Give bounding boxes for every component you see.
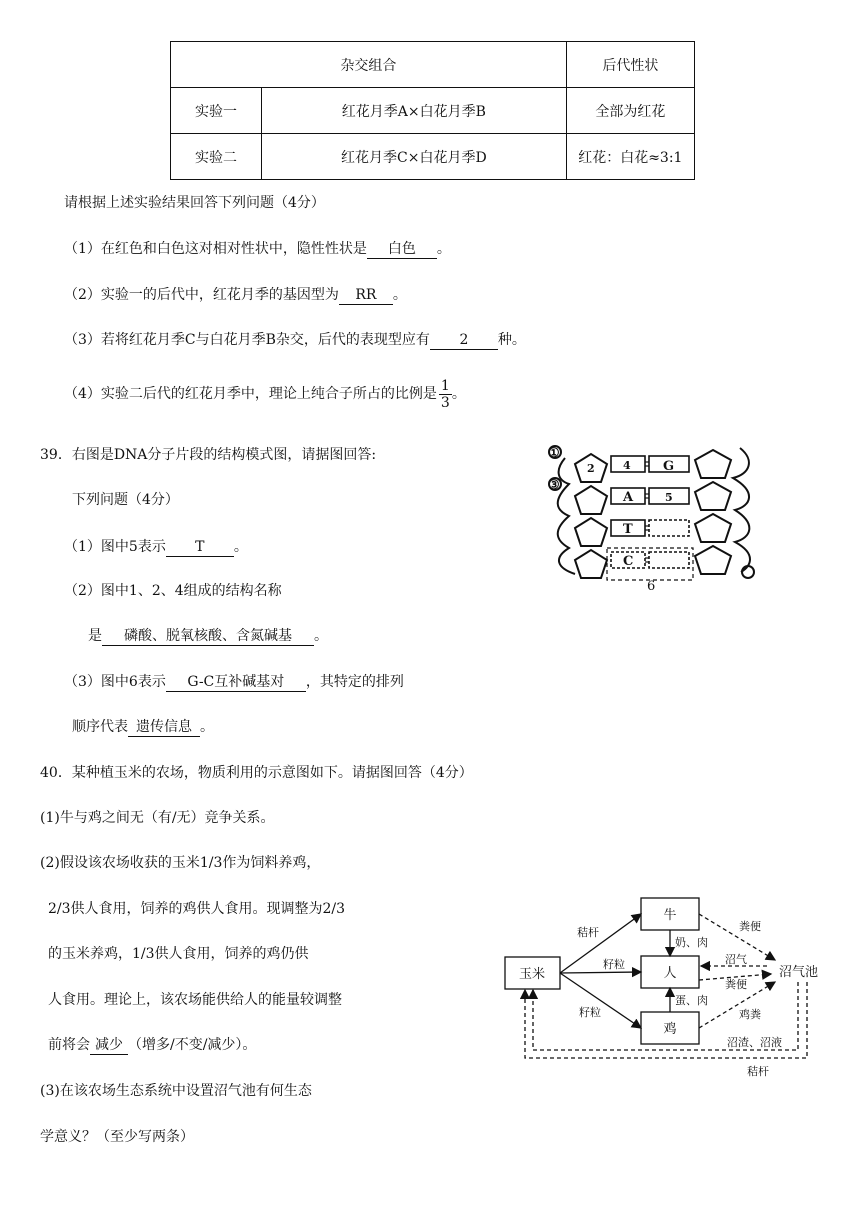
methane-label: 沼气 — [725, 953, 747, 966]
q40-p2-end: （增多/不变/减少）。 — [128, 1037, 257, 1053]
q38-p4-text: （4）实验二后代的红花月季中，理论上纯合子所占的比例是 — [64, 386, 437, 402]
q40-part3-l1: (3)在该农场生态系统中设置沼气池有何生态 — [40, 1083, 312, 1099]
q38-p1-answer: 白色 — [367, 240, 437, 259]
q40-part2-l5 — [48, 1035, 256, 1055]
q39-subtitle: 下列问题（4分） — [72, 492, 179, 508]
q38-part3 — [64, 330, 526, 350]
farm-diagram — [495, 890, 840, 1090]
dung-mid-label: 粪便 — [725, 978, 747, 991]
q38-p2-end: 。 — [392, 287, 407, 303]
row-result: 红花：白花≈3:1 — [566, 134, 694, 180]
chicken-dung-label: 鸡粪 — [739, 1008, 761, 1021]
q38-p4-fraction — [439, 378, 452, 411]
base-t: T — [623, 522, 633, 537]
q39-part3 — [64, 672, 404, 692]
q38-p3-text: （3）若将红花月季C与白花月季B杂交，后代的表现型应有 — [64, 332, 430, 348]
q39-p1-answer: T — [166, 538, 234, 557]
label-1: ① — [548, 446, 560, 461]
row-label: 实验一 — [171, 88, 262, 134]
q38-p2-answer: RR — [339, 286, 393, 305]
q38-part4 — [64, 374, 466, 414]
grain-low-label: 籽粒 — [579, 1006, 601, 1019]
q39-p3-end: ，其特定的排列 — [305, 674, 404, 690]
label-3: ③ — [548, 478, 560, 493]
q39-p3b-end: 。 — [200, 719, 214, 735]
header-result: 后代性状 — [566, 42, 694, 88]
q38-part1 — [64, 239, 451, 259]
base-a: A — [623, 490, 634, 505]
q38-p4-end: 。 — [451, 386, 466, 402]
biogas-label: 沼气池 — [779, 965, 819, 980]
fraction-denominator: 3 — [440, 394, 450, 411]
q40-p2-prefix: 前将会 — [48, 1037, 90, 1053]
table-row — [171, 134, 695, 180]
q39-p3b-text: 顺序代表 — [72, 719, 128, 735]
q39-p3-text: （3）图中6表示 — [64, 674, 166, 690]
cross-table — [170, 41, 695, 180]
base-4: 4 — [623, 459, 631, 472]
q38-p3-answer: 2 — [430, 331, 498, 350]
q38-p1-end: 。 — [436, 241, 451, 257]
q39-p1-end: 。 — [233, 539, 248, 555]
q40-part2-l1: (2)假设该农场收获的玉米1/3作为饲料养鸡， — [40, 855, 321, 871]
cow-label: 牛 — [663, 908, 677, 923]
human-label: 人 — [663, 966, 677, 981]
q38-part2 — [64, 285, 407, 305]
q39-part3b — [72, 717, 214, 737]
q40-part2-l2: 2/3供人食用，饲养的鸡供人食用。现调整为2/3 — [48, 901, 346, 917]
q39-part2-answer-line — [88, 626, 328, 646]
egg-meat-label: 蛋、肉 — [675, 994, 708, 1007]
q40-p2-answer: 减少 — [90, 1036, 128, 1055]
q39-p2-answer: 磷酸、脱氧核酸、含氮碱基 — [102, 627, 314, 646]
base-c: C — [623, 554, 634, 569]
q39-p2-end: 。 — [314, 628, 328, 644]
base-g: G — [663, 459, 675, 474]
dna-diagram — [545, 440, 760, 590]
q40-part1: (1)牛与鸡之间无（有/无）竞争关系。 — [40, 810, 275, 826]
fraction-numerator: 1 — [440, 377, 450, 394]
row-label: 实验二 — [171, 134, 262, 180]
q39-p3-answer: G-C互补碱基对 — [166, 673, 306, 692]
q38-intro: 请根据上述实验结果回答下列问题（4分） — [64, 195, 325, 211]
table-row — [171, 42, 695, 88]
q39-p2-prefix: 是 — [88, 628, 102, 644]
label-6: 6 — [647, 579, 656, 590]
q40-part2-l4: 人食用。理论上，该农场能供给人的能量较调整 — [48, 992, 342, 1008]
corn-label: 玉米 — [518, 967, 546, 982]
dung-top-label: 粪便 — [739, 920, 761, 933]
milk-meat-label: 奶、肉 — [675, 936, 708, 949]
q38-p1-text: （1）在红色和白色这对相对性状中，隐性性状是 — [64, 241, 367, 257]
row-result: 全部为红花 — [566, 88, 694, 134]
header-cross: 杂交组合 — [171, 42, 567, 88]
chicken-label: 鸡 — [663, 1022, 677, 1037]
table-row — [171, 88, 695, 134]
q39-part1 — [64, 537, 248, 557]
q39-part2: （2）图中1、2、4组成的结构名称 — [64, 583, 282, 599]
grain-mid-label: 籽粒 — [603, 958, 625, 971]
straw-bottom-label: 秸杆 — [747, 1065, 769, 1078]
q40-part3-l2: 学意义？（至少写两条） — [40, 1129, 194, 1145]
residue-label: 沼渣、沼液 — [727, 1036, 782, 1049]
base-5: 5 — [665, 491, 673, 504]
row-cross: 红花月季A×白花月季B — [262, 88, 567, 134]
q38-p2-text: （2）实验一的后代中，红花月季的基因型为 — [64, 287, 339, 303]
q38-p3-end: 种。 — [497, 332, 526, 348]
straw-top-label: 秸杆 — [577, 926, 599, 939]
q39-title: 39．右图是DNA分子片段的结构模式图，请据图回答: — [40, 447, 377, 463]
q39-p3b-answer: 遗传信息 — [128, 718, 200, 737]
q40-title: 40．某种植玉米的农场，物质利用的示意图如下。请据图回答（4分） — [40, 765, 473, 781]
label-2: 2 — [587, 462, 595, 475]
q40-part2-l3: 的玉米养鸡，1/3供人食用，饲养的鸡仍供 — [48, 946, 309, 962]
q39-p1-text: （1）图中5表示 — [64, 539, 166, 555]
row-cross: 红花月季C×白花月季D — [262, 134, 567, 180]
